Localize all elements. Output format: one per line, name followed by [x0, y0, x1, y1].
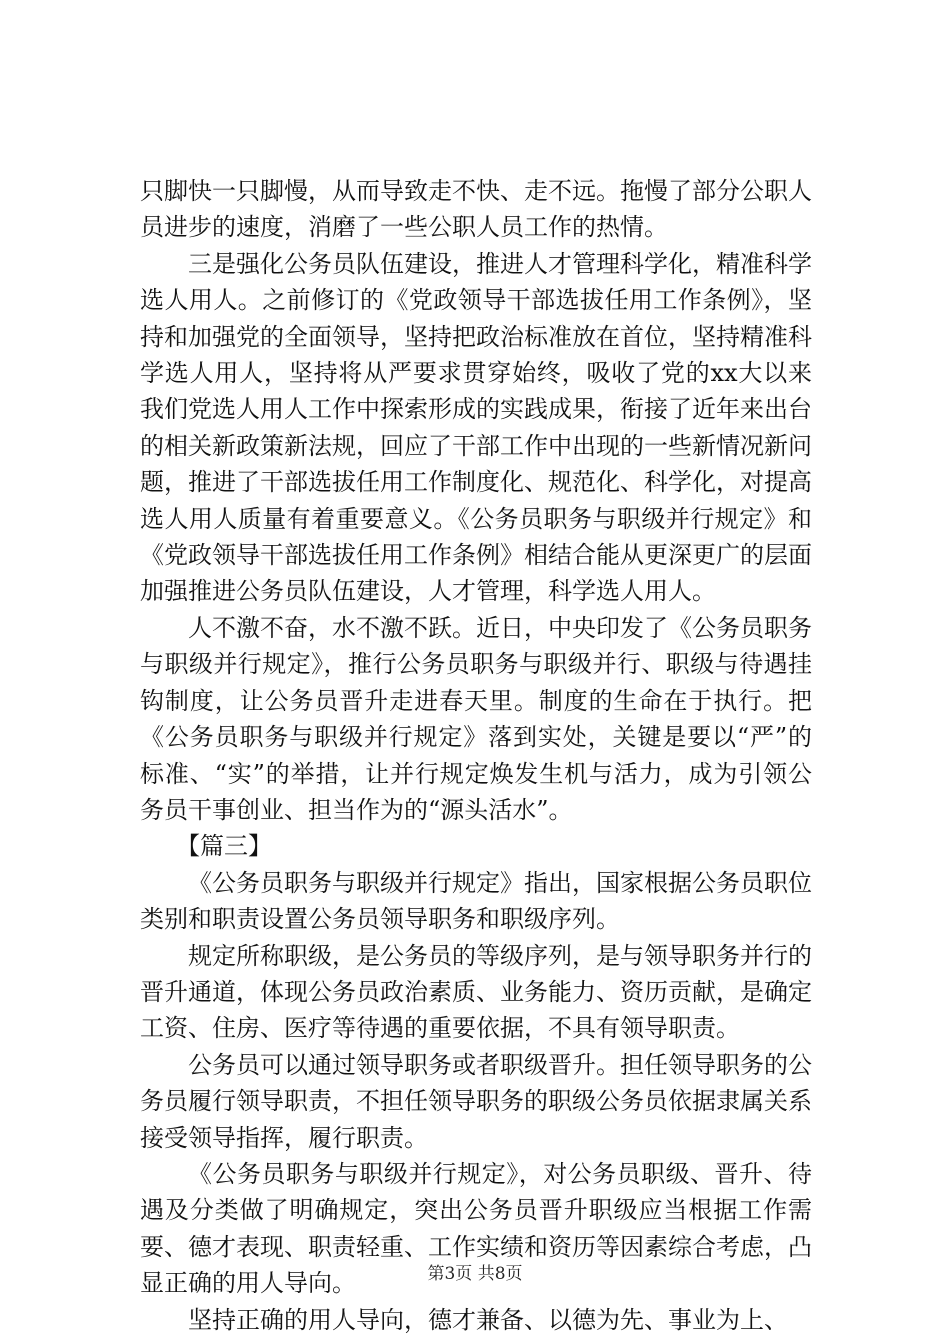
- page-footer: 第3页 共8页: [427, 1264, 523, 1284]
- paragraph-provisions: 《公务员职务与职级并行规定》，对公务员职级、晋升、待遇及分类做了明确规定，突出公务员晋升职级应当根据工作需要、德才表现、职责轻重、工作实绩和资历等因素综合考虑，凸显正确的用人导向。: [140, 1159, 812, 1298]
- paragraph-promotion: 公务员可以通过领导职务或者职级晋升。担任领导职务的公务员履行领导职责，不担任领导职务的职级公务员依据隶属关系接受领导指挥，履行职责。: [140, 1050, 812, 1152]
- paragraph-talent-management: 三是强化公务员队伍建设，推进人才管理科学化，精准科学选人用人。之前修订的《党政领导干部选拔任用工作条例》，坚持和加强党的全面领导，坚持把政治标准放在首位，坚持精准科学选人用人，坚持将从严要求贯穿始终，吸收了党的xx大以来我们党选人用人工作中探索形成的实践成果，衔接了近年来出台的相关新政策新法规，回应了干部工作中出现的一些新情况新问题，推进了干部选拔任用工作制度化、规范化、科学化，对提高选人用人质量有着重要意义。《公务员职务与职级并行规定》和《党政领导干部选拔任用工作条例》相结合能从更深更广的层面加强推进公务员队伍建设，人才管理，科学选人用人。: [140, 249, 812, 606]
- section-heading: 【篇三】: [176, 832, 272, 861]
- paragraph-rank-definition: 规定所称职级，是公务员的等级序列，是与领导职务并行的晋升通道，体现公务员政治素质、业务能力、资历贡献，是确定工资、住房、医疗等待遇的重要依据，不具有领导职责。: [140, 941, 812, 1043]
- paragraph-continuation: 只脚快一只脚慢，从而导致走不快、走不远。拖慢了部分公职人员进步的速度，消磨了一些公职人员工作的热情。: [140, 177, 812, 242]
- paragraph-implementation: 人不激不奋，水不激不跃。近日，中央印发了《公务员职务与职级并行规定》，推行公务员职务与职级并行、职级与待遇挂钩制度，让公务员晋升走进春天里。制度的生命在于执行。把《公务员职务与职级并行规定》落到实处，关键是要以“严”的标准、“实”的举措，让并行规定焕发生机与活力，成为引领公务员干事创业、担当作为的“源头活水”。: [140, 613, 812, 824]
- paragraph-guidance: 坚持正确的用人导向，德才兼备、以德为先、事业为上、: [188, 1305, 788, 1334]
- paragraph-regulation-intro: 《公务员职务与职级并行规定》指出，国家根据公务员职位类别和职责设置公务员领导职务和职级序列。: [140, 868, 812, 934]
- document-body: [140, 173, 812, 1338]
